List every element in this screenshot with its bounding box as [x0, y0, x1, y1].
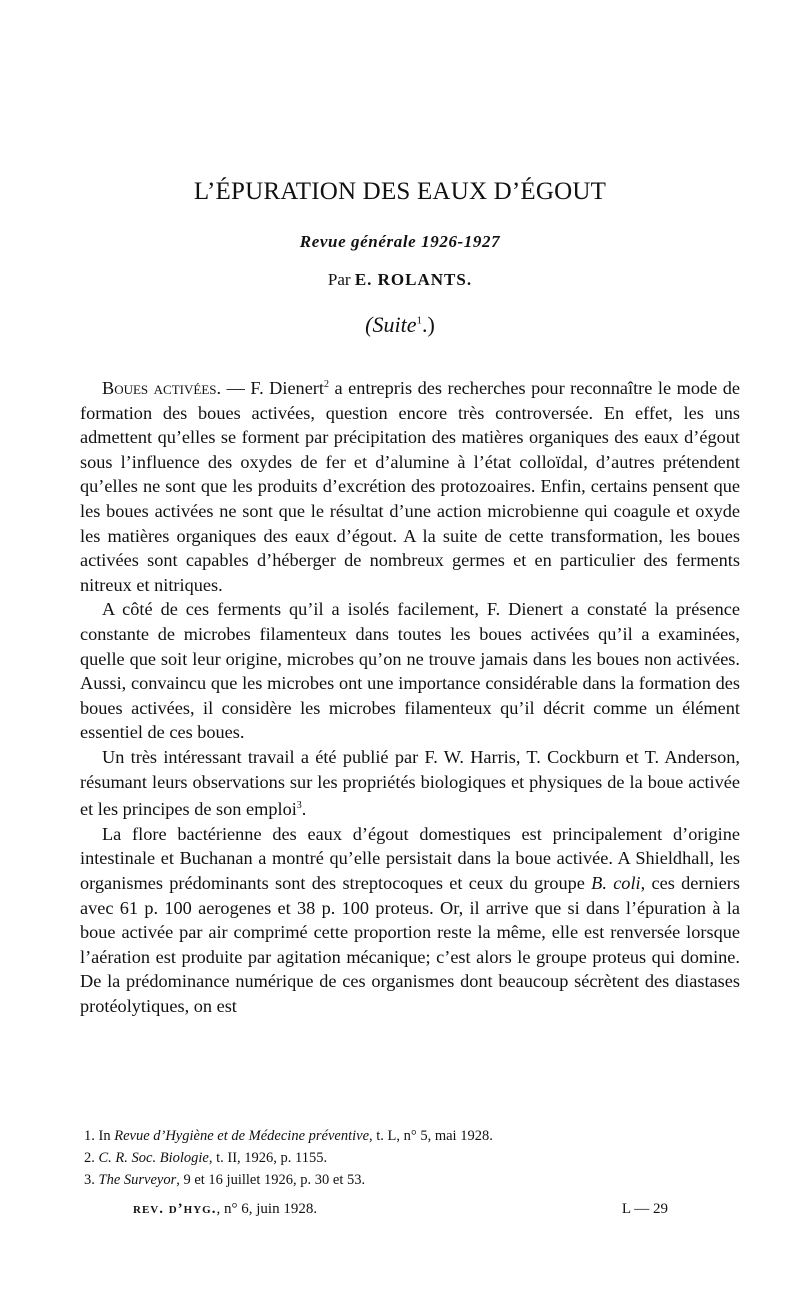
footnote-pre: In [94, 1128, 115, 1144]
footnote-number: 1. [84, 1128, 95, 1144]
footnote-number: 3. [84, 1172, 95, 1188]
footnote-source: The Surveyor [98, 1172, 177, 1188]
paragraph-4-text-b: , ces derniers avec 61 p. 100 aerogenes et 38 p. 100 proteus. Or, il arrive que si dans l’épuration à la boue activée par air comprimé cette proportion reste la même, elle est renversée lorsque l’aération est produite par agitation mécanique; c’est alors le groupe proteus qui domine. De la prédominance numérique de ces organismes dont beaucoup sécrètent des diastases protéolytiques, on est [80, 873, 740, 1017]
footnotes [84, 1125, 744, 1191]
footer-journal: rev. d’hyg. [133, 1201, 217, 1217]
suite-footnote-ref: 1 [416, 314, 422, 327]
footnote-source: C. R. Soc. Biologie [98, 1150, 209, 1166]
continuation-mark [0, 312, 800, 338]
author-prefix: Par [327, 270, 355, 289]
article-title: L’ÉPURATION DES EAUX D’ÉGOUT [193, 178, 607, 205]
paragraph-4-text-a: La flore bactérienne des eaux d’égout domestiques est principalement d’origine intestinale et Buchanan a montré qu’elle persistait dans la boue activée. A Shieldhall, les organismes prédominants sont des streptocoques et ceux du groupe [80, 823, 740, 894]
page-footer [133, 1201, 668, 1218]
paragraph-4-italic: B. coli [591, 873, 641, 894]
paragraph-1-dash: — F. Dienert [221, 378, 324, 399]
paragraph-3 [80, 745, 740, 822]
footnote-3 [84, 1169, 744, 1191]
paragraph-3-end: . [301, 799, 307, 820]
footnote-source: Revue d’Hygiène et de Médecine préventive [114, 1128, 370, 1144]
footnote-ref-3: 3 [296, 800, 302, 812]
paragraph-3-text: Un très intéressant travail a été publié par F. W. Harris, T. Cockburn et T. Anderson, résumant leurs observations sur les propriétés biologiques et physiques de la boue activée et les principes de son emploi [80, 747, 740, 820]
footnote-detail: , t. L, n° 5, mai 1928. [369, 1128, 493, 1144]
article-body [80, 373, 740, 1019]
footnote-detail: , t. II, 1926, p. 1155. [208, 1150, 328, 1166]
footnote-ref-2: 2 [323, 379, 329, 390]
paragraph-2: A côté de ces ferments qu’il a isolés facilement, F. Dienert a constaté la présence constante de microbes filamenteux dans toutes les boues activées qu’il a examinées, quelle que soit leur origine, microbes qu’on ne trouve jamais dans les boues non activées. Aussi, convaincu que les microbes ont une importance considérable dans la formation des boues activées, il considère les microbes filamenteux qu’il décrit comme un élément essentiel de ces boues. [80, 599, 740, 743]
suite-label: (Suite [365, 312, 417, 337]
page-number: L — 29 [621, 1201, 668, 1217]
footnote-detail: , 9 et 16 juillet 1926, p. 30 et 53. [176, 1172, 366, 1188]
paragraph-4 [80, 822, 740, 1019]
article-author [0, 270, 800, 290]
paragraph-1-text: a entrepris des recherches pour reconnaître le mode de formation des boues activées, question encore très controversée. En effet, les uns admettent qu’elles se forment par précipitation des matières organiques des eaux d’égout sous l’influence des oxydes de fer et d’alumine à l’état colloïdal, d’autres prétendent qu’elles ne sont que les produits d’excrétion des protozoaires. Enfin, certains pensent que les boues activées ne sont que le résultat d’une action microbienne qui coagule et oxyde les matières organiques des eaux d’égout. A la suite de cette transformation, les boues activées sont capables d’héberger de nombreux germes et en particulier des ferments nitreux et nitriques. [80, 378, 740, 595]
footnote-number: 2. [84, 1150, 95, 1166]
article-subtitle: Revue générale 1926-1927 [299, 232, 501, 251]
footnote-2 [84, 1147, 744, 1169]
footnote-1 [84, 1125, 744, 1147]
footer-issue: , n° 6, juin 1928. [216, 1201, 318, 1217]
section-lead: Boues activées. [102, 378, 222, 399]
suite-close: .) [422, 312, 435, 337]
author-name: E. ROLANTS. [354, 270, 473, 289]
paragraph-1 [80, 373, 740, 597]
footer-citation [133, 1201, 317, 1218]
